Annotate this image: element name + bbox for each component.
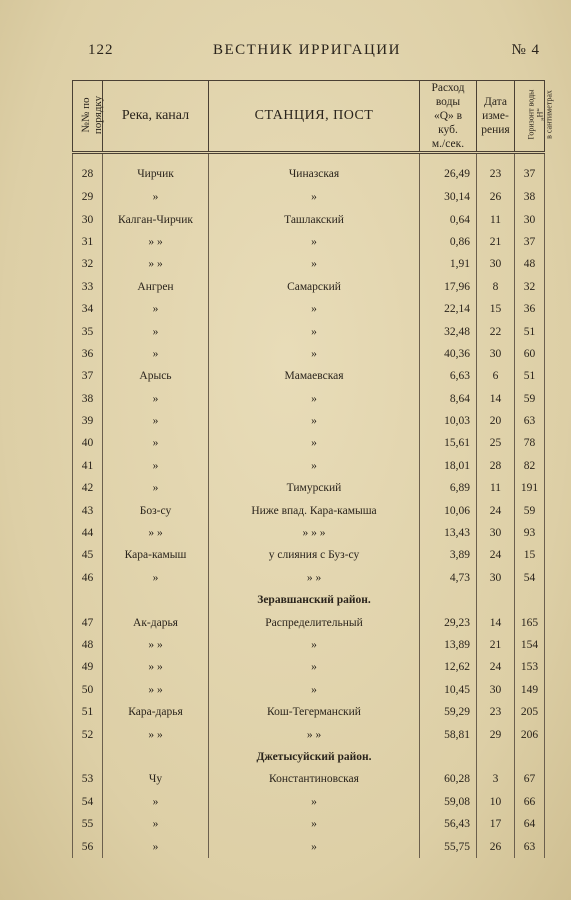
issue-number: № 4 bbox=[511, 42, 540, 58]
date-cell bbox=[477, 746, 515, 768]
station-cell: » bbox=[209, 432, 420, 454]
date-cell: 23 bbox=[477, 153, 515, 187]
river-cell: » bbox=[103, 388, 209, 410]
table-row bbox=[73, 388, 545, 410]
row-number: 46 bbox=[73, 567, 103, 589]
row-number: 51 bbox=[73, 701, 103, 723]
station-cell: » bbox=[209, 388, 420, 410]
table-row bbox=[73, 153, 545, 187]
river-cell: » bbox=[103, 455, 209, 477]
flow-cell: 40,36 bbox=[420, 343, 477, 365]
date-cell: 24 bbox=[477, 656, 515, 678]
river-cell: » » bbox=[103, 522, 209, 544]
station-cell: Зеравшанский район. bbox=[209, 589, 420, 611]
river-cell: Чу bbox=[103, 768, 209, 790]
col-header-date-l3: рения bbox=[481, 124, 510, 136]
flow-cell: 29,23 bbox=[420, 611, 477, 633]
date-cell: 11 bbox=[477, 477, 515, 499]
station-cell: » bbox=[209, 320, 420, 342]
level-cell: 54 bbox=[515, 567, 545, 589]
row-number: 29 bbox=[73, 186, 103, 208]
table-row bbox=[73, 544, 545, 566]
river-cell: » » bbox=[103, 723, 209, 745]
level-cell: 205 bbox=[515, 701, 545, 723]
col-header-flow-l5: м./сек. bbox=[431, 138, 465, 150]
station-cell: » bbox=[209, 791, 420, 813]
station-cell: Самарский bbox=[209, 276, 420, 298]
col-header-level-l1: Горизонт воды bbox=[526, 89, 536, 140]
row-number: 30 bbox=[73, 208, 103, 230]
row-number: 41 bbox=[73, 455, 103, 477]
date-cell: 11 bbox=[477, 208, 515, 230]
station-cell: » » bbox=[209, 723, 420, 745]
level-cell: 51 bbox=[515, 365, 545, 387]
flow-cell: 6,89 bbox=[420, 477, 477, 499]
table-row bbox=[73, 835, 545, 857]
date-cell bbox=[477, 589, 515, 611]
flow-cell: 18,01 bbox=[420, 455, 477, 477]
river-cell: » » bbox=[103, 253, 209, 275]
table-row bbox=[73, 231, 545, 253]
flow-cell: 22,14 bbox=[420, 298, 477, 320]
flow-cell: 32,48 bbox=[420, 320, 477, 342]
flow-cell: 26,49 bbox=[420, 153, 477, 187]
row-number: 44 bbox=[73, 522, 103, 544]
row-number: 31 bbox=[73, 231, 103, 253]
table-row bbox=[73, 410, 545, 432]
table-row bbox=[73, 522, 545, 544]
col-header-flow bbox=[420, 81, 477, 153]
date-cell: 26 bbox=[477, 186, 515, 208]
station-cell: » bbox=[209, 679, 420, 701]
station-cell: Мамаевская bbox=[209, 365, 420, 387]
river-cell: Арысь bbox=[103, 365, 209, 387]
level-cell: 63 bbox=[515, 835, 545, 857]
river-cell: » bbox=[103, 791, 209, 813]
station-cell: » bbox=[209, 231, 420, 253]
level-cell: 64 bbox=[515, 813, 545, 835]
row-number: 43 bbox=[73, 499, 103, 521]
level-cell: 51 bbox=[515, 320, 545, 342]
station-cell: Тимурский bbox=[209, 477, 420, 499]
col-header-flow-l4: куб. bbox=[438, 124, 458, 136]
station-cell: Ташлакский bbox=[209, 208, 420, 230]
flow-cell: 6,63 bbox=[420, 365, 477, 387]
flow-cell: 13,43 bbox=[420, 522, 477, 544]
col-header-date-l2: изме- bbox=[482, 110, 509, 122]
table-row bbox=[73, 186, 545, 208]
date-cell: 8 bbox=[477, 276, 515, 298]
river-cell: » bbox=[103, 186, 209, 208]
journal-title: ВЕСТНИК ИРРИГАЦИИ bbox=[213, 42, 401, 58]
river-cell: » » bbox=[103, 634, 209, 656]
row-number: 34 bbox=[73, 298, 103, 320]
date-cell: 21 bbox=[477, 231, 515, 253]
col-header-flow-l2: воды bbox=[435, 96, 461, 108]
date-cell: 24 bbox=[477, 499, 515, 521]
date-cell: 23 bbox=[477, 701, 515, 723]
table-body bbox=[73, 153, 545, 858]
date-cell: 20 bbox=[477, 410, 515, 432]
table-row bbox=[73, 298, 545, 320]
table-header-row bbox=[73, 81, 545, 153]
row-number bbox=[73, 746, 103, 768]
row-number: 55 bbox=[73, 813, 103, 835]
date-cell: 3 bbox=[477, 768, 515, 790]
table-row bbox=[73, 679, 545, 701]
date-cell: 14 bbox=[477, 388, 515, 410]
flow-cell: 15,61 bbox=[420, 432, 477, 454]
col-header-river: Река, канал bbox=[103, 81, 209, 153]
date-cell: 30 bbox=[477, 522, 515, 544]
date-cell: 6 bbox=[477, 365, 515, 387]
station-cell: » » bbox=[209, 567, 420, 589]
row-number: 32 bbox=[73, 253, 103, 275]
level-cell: 59 bbox=[515, 388, 545, 410]
table-row bbox=[73, 276, 545, 298]
level-cell: 165 bbox=[515, 611, 545, 633]
row-number: 47 bbox=[73, 611, 103, 633]
date-cell: 22 bbox=[477, 320, 515, 342]
level-cell: 15 bbox=[515, 544, 545, 566]
level-cell: 37 bbox=[515, 153, 545, 187]
level-cell: 48 bbox=[515, 253, 545, 275]
col-header-date-l1: Дата bbox=[484, 96, 507, 108]
date-cell: 17 bbox=[477, 813, 515, 835]
level-cell: 149 bbox=[515, 679, 545, 701]
station-cell: » bbox=[209, 634, 420, 656]
table-row bbox=[73, 634, 545, 656]
station-cell: Чиназская bbox=[209, 153, 420, 187]
date-cell: 30 bbox=[477, 253, 515, 275]
station-cell: » bbox=[209, 813, 420, 835]
flow-cell: 12,62 bbox=[420, 656, 477, 678]
flow-cell: 13,89 bbox=[420, 634, 477, 656]
date-cell: 21 bbox=[477, 634, 515, 656]
row-number: 35 bbox=[73, 320, 103, 342]
river-cell: Чирчик bbox=[103, 153, 209, 187]
station-cell: Константиновская bbox=[209, 768, 420, 790]
col-header-flow-l1: Расход bbox=[431, 82, 465, 94]
river-cell: » bbox=[103, 298, 209, 320]
row-number: 39 bbox=[73, 410, 103, 432]
row-number: 54 bbox=[73, 791, 103, 813]
river-cell: Калган-Чирчик bbox=[103, 208, 209, 230]
river-cell: Кара-камыш bbox=[103, 544, 209, 566]
station-cell: Распределительный bbox=[209, 611, 420, 633]
row-number: 50 bbox=[73, 679, 103, 701]
level-cell: 93 bbox=[515, 522, 545, 544]
row-number: 33 bbox=[73, 276, 103, 298]
flow-cell: 10,06 bbox=[420, 499, 477, 521]
table-row bbox=[73, 723, 545, 745]
table-row bbox=[73, 701, 545, 723]
level-cell: 67 bbox=[515, 768, 545, 790]
flow-cell bbox=[420, 589, 477, 611]
level-cell: 30 bbox=[515, 208, 545, 230]
row-number bbox=[73, 589, 103, 611]
station-cell: » bbox=[209, 835, 420, 857]
page-number: 122 bbox=[88, 42, 114, 58]
flow-cell: 1,91 bbox=[420, 253, 477, 275]
col-header-date bbox=[477, 81, 515, 153]
date-cell: 30 bbox=[477, 343, 515, 365]
level-cell: 206 bbox=[515, 723, 545, 745]
station-cell: » bbox=[209, 455, 420, 477]
flow-cell: 0,86 bbox=[420, 231, 477, 253]
date-cell: 25 bbox=[477, 432, 515, 454]
row-number: 37 bbox=[73, 365, 103, 387]
river-cell: » bbox=[103, 477, 209, 499]
station-cell: » bbox=[209, 298, 420, 320]
col-header-number bbox=[73, 81, 103, 153]
level-cell: 36 bbox=[515, 298, 545, 320]
station-cell: » » » bbox=[209, 522, 420, 544]
flow-cell: 3,89 bbox=[420, 544, 477, 566]
table-row bbox=[73, 499, 545, 521]
date-cell: 29 bbox=[477, 723, 515, 745]
river-cell: » bbox=[103, 432, 209, 454]
table-row bbox=[73, 343, 545, 365]
river-cell: » » bbox=[103, 656, 209, 678]
station-cell: Джетысуйский район. bbox=[209, 746, 420, 768]
flow-cell: 10,45 bbox=[420, 679, 477, 701]
river-cell: » » bbox=[103, 231, 209, 253]
table-row bbox=[73, 768, 545, 790]
river-cell: » » bbox=[103, 679, 209, 701]
level-cell: 153 bbox=[515, 656, 545, 678]
level-cell: 38 bbox=[515, 186, 545, 208]
flow-cell: 55,75 bbox=[420, 835, 477, 857]
table-row bbox=[73, 813, 545, 835]
table-row bbox=[73, 455, 545, 477]
station-cell: » bbox=[209, 656, 420, 678]
level-cell: 66 bbox=[515, 791, 545, 813]
station-cell: » bbox=[209, 410, 420, 432]
table-row bbox=[73, 365, 545, 387]
level-cell bbox=[515, 746, 545, 768]
date-cell: 30 bbox=[477, 679, 515, 701]
flow-cell: 30,14 bbox=[420, 186, 477, 208]
flow-cell: 59,29 bbox=[420, 701, 477, 723]
col-header-flow-l3: «Q» в bbox=[433, 110, 463, 122]
station-cell: » bbox=[209, 253, 420, 275]
row-number: 49 bbox=[73, 656, 103, 678]
flow-cell: 8,64 bbox=[420, 388, 477, 410]
table-row bbox=[73, 320, 545, 342]
river-cell: » bbox=[103, 835, 209, 857]
row-number: 36 bbox=[73, 343, 103, 365]
row-number: 53 bbox=[73, 768, 103, 790]
river-cell bbox=[103, 589, 209, 611]
river-cell: » bbox=[103, 320, 209, 342]
level-cell: 37 bbox=[515, 231, 545, 253]
flow-cell: 0,64 bbox=[420, 208, 477, 230]
level-cell: 78 bbox=[515, 432, 545, 454]
station-cell: у слияния с Буз-су bbox=[209, 544, 420, 566]
river-cell bbox=[103, 746, 209, 768]
station-cell: » bbox=[209, 186, 420, 208]
col-header-level-l3: в сантиметрах bbox=[544, 90, 554, 139]
table-row bbox=[73, 567, 545, 589]
measurement-table bbox=[72, 80, 554, 858]
row-number: 52 bbox=[73, 723, 103, 745]
flow-cell bbox=[420, 746, 477, 768]
flow-cell: 4,73 bbox=[420, 567, 477, 589]
table-row bbox=[73, 208, 545, 230]
level-cell: 60 bbox=[515, 343, 545, 365]
level-cell: 59 bbox=[515, 499, 545, 521]
river-cell: Ак-дарья bbox=[103, 611, 209, 633]
row-number: 42 bbox=[73, 477, 103, 499]
date-cell: 30 bbox=[477, 567, 515, 589]
date-cell: 10 bbox=[477, 791, 515, 813]
row-number: 48 bbox=[73, 634, 103, 656]
level-cell: 191 bbox=[515, 477, 545, 499]
level-cell: 32 bbox=[515, 276, 545, 298]
section-row bbox=[73, 589, 545, 611]
level-cell bbox=[515, 589, 545, 611]
flow-cell: 60,28 bbox=[420, 768, 477, 790]
row-number: 40 bbox=[73, 432, 103, 454]
table-row bbox=[73, 253, 545, 275]
date-cell: 26 bbox=[477, 835, 515, 857]
table-row bbox=[73, 791, 545, 813]
col-header-number-line1: №№ по bbox=[80, 97, 93, 133]
flow-cell: 58,81 bbox=[420, 723, 477, 745]
page-header bbox=[72, 42, 542, 64]
table-row bbox=[73, 432, 545, 454]
row-number: 56 bbox=[73, 835, 103, 857]
river-cell: » bbox=[103, 343, 209, 365]
flow-cell: 17,96 bbox=[420, 276, 477, 298]
col-header-level-l2: „Н“ bbox=[535, 108, 545, 121]
flow-cell: 10,03 bbox=[420, 410, 477, 432]
station-cell: Ниже впад. Кара-камыша bbox=[209, 499, 420, 521]
level-cell: 63 bbox=[515, 410, 545, 432]
station-cell: Кош-Тегерманский bbox=[209, 701, 420, 723]
col-header-level bbox=[515, 81, 554, 153]
level-cell: 154 bbox=[515, 634, 545, 656]
river-cell: » bbox=[103, 567, 209, 589]
col-header-station: СТАНЦИЯ, ПОСТ bbox=[209, 81, 420, 153]
date-cell: 14 bbox=[477, 611, 515, 633]
table-row bbox=[73, 656, 545, 678]
flow-cell: 56,43 bbox=[420, 813, 477, 835]
section-row bbox=[73, 746, 545, 768]
river-cell: Боз-су bbox=[103, 499, 209, 521]
date-cell: 24 bbox=[477, 544, 515, 566]
table-row bbox=[73, 611, 545, 633]
row-number: 38 bbox=[73, 388, 103, 410]
date-cell: 28 bbox=[477, 455, 515, 477]
date-cell: 15 bbox=[477, 298, 515, 320]
col-header-number-line2: порядку bbox=[92, 95, 105, 135]
river-cell: » bbox=[103, 410, 209, 432]
level-cell: 82 bbox=[515, 455, 545, 477]
row-number: 45 bbox=[73, 544, 103, 566]
river-cell: Кара-дарья bbox=[103, 701, 209, 723]
river-cell: Ангрен bbox=[103, 276, 209, 298]
row-number: 28 bbox=[73, 153, 103, 187]
river-cell: » bbox=[103, 813, 209, 835]
station-cell: » bbox=[209, 343, 420, 365]
table-row bbox=[73, 477, 545, 499]
flow-cell: 59,08 bbox=[420, 791, 477, 813]
